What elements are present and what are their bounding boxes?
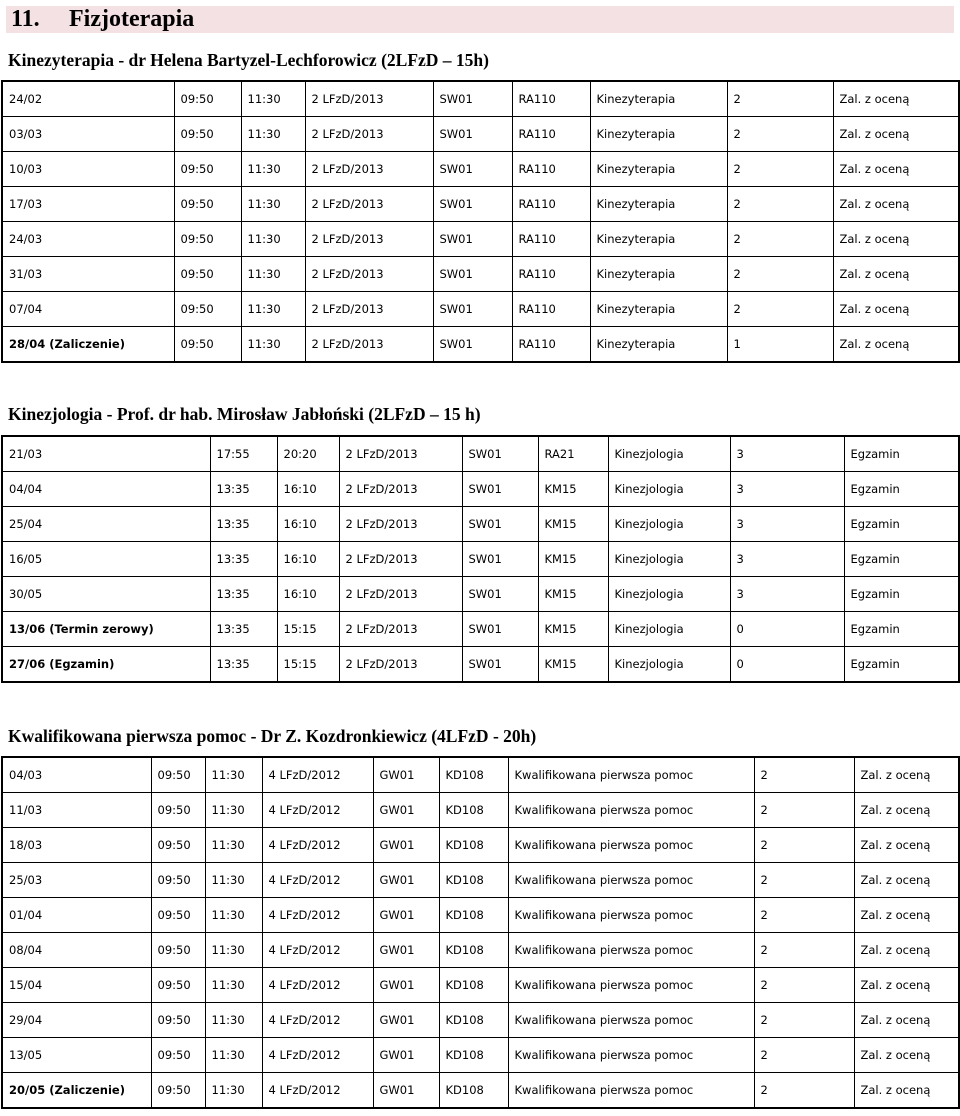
cell-room: KM15	[538, 612, 608, 647]
cell-end: 11:30	[205, 793, 262, 828]
cell-hours: 3	[730, 507, 844, 542]
cell-credit: Egzamin	[844, 647, 959, 683]
cell-form: SW01	[433, 152, 512, 187]
cell-end: 20:20	[277, 436, 339, 472]
cell-room: RA110	[512, 187, 590, 222]
cell-end: 11:30	[205, 1003, 262, 1038]
cell-group: 4 LFzD/2012	[262, 863, 373, 898]
cell-form: GW01	[373, 968, 439, 1003]
cell-credit: Zal. z oceną	[854, 863, 959, 898]
cell-form: GW01	[373, 898, 439, 933]
cell-hours: 2	[727, 257, 833, 292]
cell-credit: Zal. z oceną	[833, 292, 959, 327]
cell-hours: 2	[754, 828, 854, 863]
cell-subject: Kinezyterapia	[590, 222, 727, 257]
cell-room: RA110	[512, 327, 590, 363]
table-row	[2, 81, 959, 117]
cell-room: RA110	[512, 81, 590, 117]
cell-subject: Kwalifikowana pierwsza pomoc	[508, 898, 754, 933]
cell-subject: Kwalifikowana pierwsza pomoc	[508, 1073, 754, 1109]
cell-start: 09:50	[174, 292, 241, 327]
cell-date: 24/03	[2, 222, 174, 257]
cell-hours: 2	[727, 81, 833, 117]
cell-hours: 1	[727, 327, 833, 363]
cell-credit: Zal. z oceną	[833, 327, 959, 363]
cell-date: 11/03	[2, 793, 151, 828]
cell-group: 4 LFzD/2012	[262, 793, 373, 828]
cell-credit: Zal. z oceną	[854, 757, 959, 793]
cell-form: GW01	[373, 933, 439, 968]
cell-start: 09:50	[151, 863, 205, 898]
cell-credit: Zal. z oceną	[854, 793, 959, 828]
table-row	[2, 436, 959, 472]
cell-hours: 3	[730, 436, 844, 472]
cell-date: 30/05	[2, 577, 210, 612]
cell-group: 2 LFzD/2013	[305, 327, 433, 363]
cell-date: 01/04	[2, 898, 151, 933]
cell-room: KD108	[439, 968, 508, 1003]
cell-credit: Zal. z oceną	[833, 117, 959, 152]
cell-start: 09:50	[151, 1073, 205, 1109]
cell-hours: 2	[727, 187, 833, 222]
cell-date: 03/03	[2, 117, 174, 152]
cell-start: 09:50	[151, 968, 205, 1003]
cell-end: 11:30	[241, 292, 305, 327]
cell-subject: Kinezjologia	[608, 647, 730, 683]
table-row	[2, 793, 959, 828]
cell-form: SW01	[433, 327, 512, 363]
cell-date: 15/04	[2, 968, 151, 1003]
cell-subject: Kwalifikowana pierwsza pomoc	[508, 793, 754, 828]
cell-subject: Kinezyterapia	[590, 257, 727, 292]
cell-start: 17:55	[210, 436, 277, 472]
cell-date: 04/04	[2, 472, 210, 507]
table-row	[2, 1003, 959, 1038]
cell-date: 07/04	[2, 292, 174, 327]
cell-group: 4 LFzD/2012	[262, 968, 373, 1003]
cell-room: KD108	[439, 863, 508, 898]
cell-start: 09:50	[174, 222, 241, 257]
cell-date: 27/06 (Egzamin)	[2, 647, 210, 683]
cell-room: KD108	[439, 933, 508, 968]
cell-start: 09:50	[151, 1003, 205, 1038]
cell-group: 4 LFzD/2012	[262, 1003, 373, 1038]
cell-hours: 2	[754, 863, 854, 898]
table-row	[2, 507, 959, 542]
cell-hours: 2	[754, 898, 854, 933]
cell-date: 25/03	[2, 863, 151, 898]
table-row	[2, 863, 959, 898]
cell-start: 09:50	[174, 152, 241, 187]
cell-form: SW01	[462, 507, 538, 542]
cell-credit: Zal. z oceną	[854, 1038, 959, 1073]
cell-hours: 2	[754, 757, 854, 793]
cell-form: SW01	[433, 81, 512, 117]
cell-group: 2 LFzD/2013	[339, 577, 462, 612]
cell-date: 24/02	[2, 81, 174, 117]
schedule-table-pierwsza-pomoc	[1, 756, 960, 1109]
cell-group: 4 LFzD/2012	[262, 1038, 373, 1073]
cell-form: SW01	[462, 472, 538, 507]
table-row	[2, 327, 959, 363]
cell-hours: 3	[730, 542, 844, 577]
cell-end: 16:10	[277, 542, 339, 577]
cell-end: 11:30	[205, 933, 262, 968]
cell-end: 11:30	[241, 257, 305, 292]
cell-group: 2 LFzD/2013	[305, 222, 433, 257]
table-row	[2, 577, 959, 612]
table-row	[2, 152, 959, 187]
cell-start: 09:50	[174, 187, 241, 222]
cell-date: 21/03	[2, 436, 210, 472]
cell-credit: Zal. z oceną	[854, 1003, 959, 1038]
cell-end: 11:30	[205, 1038, 262, 1073]
cell-group: 2 LFzD/2013	[305, 117, 433, 152]
cell-room: RA110	[512, 152, 590, 187]
cell-subject: Kinezyterapia	[590, 81, 727, 117]
cell-subject: Kinezjologia	[608, 612, 730, 647]
cell-date: 08/04	[2, 933, 151, 968]
cell-room: RA110	[512, 292, 590, 327]
cell-form: SW01	[433, 292, 512, 327]
cell-start: 13:35	[210, 577, 277, 612]
table-row	[2, 828, 959, 863]
cell-start: 09:50	[151, 828, 205, 863]
cell-end: 16:10	[277, 577, 339, 612]
cell-group: 2 LFzD/2013	[339, 436, 462, 472]
cell-end: 11:30	[241, 327, 305, 363]
cell-credit: Egzamin	[844, 612, 959, 647]
cell-group: 2 LFzD/2013	[339, 542, 462, 577]
cell-hours: 2	[754, 793, 854, 828]
table-row	[2, 187, 959, 222]
cell-credit: Zal. z oceną	[833, 222, 959, 257]
cell-subject: Kwalifikowana pierwsza pomoc	[508, 863, 754, 898]
cell-subject: Kinezjologia	[608, 436, 730, 472]
cell-date: 04/03	[2, 757, 151, 793]
schedule-table-kinezyterapia	[1, 80, 960, 363]
chapter-number: 11.	[11, 6, 40, 32]
cell-subject: Kinezyterapia	[590, 327, 727, 363]
cell-credit: Egzamin	[844, 577, 959, 612]
cell-hours: 2	[727, 292, 833, 327]
cell-form: GW01	[373, 863, 439, 898]
cell-group: 2 LFzD/2013	[339, 647, 462, 683]
cell-hours: 2	[754, 933, 854, 968]
table-row	[2, 222, 959, 257]
table-row	[2, 933, 959, 968]
cell-credit: Zal. z oceną	[833, 152, 959, 187]
cell-end: 11:30	[205, 863, 262, 898]
cell-group: 2 LFzD/2013	[305, 257, 433, 292]
cell-form: SW01	[462, 436, 538, 472]
cell-date: 18/03	[2, 828, 151, 863]
table-row	[2, 472, 959, 507]
cell-date: 13/05	[2, 1038, 151, 1073]
cell-subject: Kwalifikowana pierwsza pomoc	[508, 933, 754, 968]
cell-form: SW01	[462, 612, 538, 647]
cell-group: 2 LFzD/2013	[305, 81, 433, 117]
cell-credit: Egzamin	[844, 542, 959, 577]
cell-room: KM15	[538, 542, 608, 577]
cell-end: 11:30	[241, 187, 305, 222]
cell-end: 15:15	[277, 647, 339, 683]
cell-start: 09:50	[151, 1038, 205, 1073]
cell-group: 2 LFzD/2013	[339, 472, 462, 507]
cell-end: 15:15	[277, 612, 339, 647]
cell-hours: 3	[730, 472, 844, 507]
cell-credit: Zal. z oceną	[833, 187, 959, 222]
cell-form: GW01	[373, 1073, 439, 1109]
cell-subject: Kwalifikowana pierwsza pomoc	[508, 828, 754, 863]
cell-end: 16:10	[277, 507, 339, 542]
table-row	[2, 542, 959, 577]
cell-form: SW01	[433, 222, 512, 257]
cell-form: SW01	[433, 117, 512, 152]
chapter-title: Fizjoterapia	[69, 6, 195, 32]
section-title-kinezyterapia: Kinezyterapia - dr Helena Bartyzel-Lechforowicz (2LFzD – 15h)	[8, 50, 489, 70]
cell-date: 20/05 (Zaliczenie)	[2, 1073, 151, 1109]
cell-subject: Kinezyterapia	[590, 117, 727, 152]
cell-hours: 2	[754, 968, 854, 1003]
chapter-heading	[6, 6, 954, 33]
cell-start: 09:50	[174, 81, 241, 117]
cell-subject: Kwalifikowana pierwsza pomoc	[508, 1038, 754, 1073]
table-row	[2, 968, 959, 1003]
cell-form: SW01	[433, 187, 512, 222]
cell-start: 13:35	[210, 542, 277, 577]
cell-credit: Zal. z oceną	[833, 257, 959, 292]
cell-room: KD108	[439, 828, 508, 863]
cell-room: KD108	[439, 1073, 508, 1109]
cell-form: SW01	[433, 257, 512, 292]
cell-group: 4 LFzD/2012	[262, 828, 373, 863]
cell-subject: Kinezjologia	[608, 542, 730, 577]
cell-group: 4 LFzD/2012	[262, 1073, 373, 1109]
cell-start: 13:35	[210, 507, 277, 542]
cell-end: 11:30	[205, 828, 262, 863]
table-row	[2, 612, 959, 647]
cell-form: GW01	[373, 1038, 439, 1073]
cell-group: 2 LFzD/2013	[305, 187, 433, 222]
cell-date: 31/03	[2, 257, 174, 292]
cell-credit: Zal. z oceną	[833, 81, 959, 117]
cell-form: GW01	[373, 1003, 439, 1038]
cell-room: KM15	[538, 647, 608, 683]
cell-date: 10/03	[2, 152, 174, 187]
cell-date: 13/06 (Termin zerowy)	[2, 612, 210, 647]
table-row	[2, 898, 959, 933]
cell-start: 13:35	[210, 647, 277, 683]
table-row	[2, 257, 959, 292]
cell-room: KD108	[439, 1003, 508, 1038]
table-row	[2, 757, 959, 793]
cell-end: 11:30	[241, 222, 305, 257]
cell-start: 13:35	[210, 472, 277, 507]
section-title-kinezjologia: Kinezjologia - Prof. dr hab. Mirosław Jabłoński (2LFzD – 15 h)	[8, 404, 481, 424]
cell-group: 2 LFzD/2013	[305, 292, 433, 327]
cell-form: GW01	[373, 757, 439, 793]
cell-room: KM15	[538, 472, 608, 507]
cell-hours: 2	[754, 1038, 854, 1073]
cell-group: 4 LFzD/2012	[262, 898, 373, 933]
cell-subject: Kwalifikowana pierwsza pomoc	[508, 968, 754, 1003]
cell-subject: Kwalifikowana pierwsza pomoc	[508, 1003, 754, 1038]
cell-start: 13:35	[210, 612, 277, 647]
cell-room: RA110	[512, 257, 590, 292]
cell-end: 16:10	[277, 472, 339, 507]
cell-hours: 2	[754, 1003, 854, 1038]
cell-credit: Zal. z oceną	[854, 933, 959, 968]
cell-group: 2 LFzD/2013	[339, 507, 462, 542]
cell-form: SW01	[462, 647, 538, 683]
cell-date: 25/04	[2, 507, 210, 542]
cell-room: RA110	[512, 117, 590, 152]
cell-subject: Kinezyterapia	[590, 187, 727, 222]
cell-end: 11:30	[241, 117, 305, 152]
cell-group: 2 LFzD/2013	[305, 152, 433, 187]
cell-start: 09:50	[151, 793, 205, 828]
cell-credit: Zal. z oceną	[854, 898, 959, 933]
cell-end: 11:30	[205, 757, 262, 793]
cell-start: 09:50	[174, 257, 241, 292]
cell-subject: Kinezyterapia	[590, 152, 727, 187]
cell-end: 11:30	[241, 81, 305, 117]
cell-start: 09:50	[174, 117, 241, 152]
cell-credit: Egzamin	[844, 507, 959, 542]
schedule-table-kinezjologia	[1, 435, 960, 683]
cell-hours: 2	[727, 152, 833, 187]
cell-hours: 2	[727, 222, 833, 257]
cell-hours: 2	[754, 1073, 854, 1109]
cell-credit: Zal. z oceną	[854, 1073, 959, 1109]
cell-form: SW01	[462, 577, 538, 612]
table-row	[2, 117, 959, 152]
cell-hours: 2	[727, 117, 833, 152]
cell-end: 11:30	[205, 1073, 262, 1109]
cell-date: 17/03	[2, 187, 174, 222]
cell-room: KD108	[439, 793, 508, 828]
cell-date: 16/05	[2, 542, 210, 577]
cell-group: 4 LFzD/2012	[262, 933, 373, 968]
cell-hours: 3	[730, 577, 844, 612]
cell-group: 2 LFzD/2013	[339, 612, 462, 647]
cell-subject: Kinezyterapia	[590, 292, 727, 327]
cell-start: 09:50	[151, 898, 205, 933]
cell-subject: Kwalifikowana pierwsza pomoc	[508, 757, 754, 793]
section-title-pierwsza-pomoc: Kwalifikowana pierwsza pomoc - Dr Z. Kozdronkiewicz (4LFzD - 20h)	[8, 726, 537, 746]
cell-room: KD108	[439, 898, 508, 933]
cell-date: 29/04	[2, 1003, 151, 1038]
cell-date: 28/04 (Zaliczenie)	[2, 327, 174, 363]
cell-room: KM15	[538, 577, 608, 612]
cell-room: RA110	[512, 222, 590, 257]
cell-form: GW01	[373, 828, 439, 863]
cell-subject: Kinezjologia	[608, 472, 730, 507]
cell-room: KD108	[439, 1038, 508, 1073]
cell-start: 09:50	[151, 757, 205, 793]
cell-start: 09:50	[174, 327, 241, 363]
cell-form: GW01	[373, 793, 439, 828]
cell-end: 11:30	[205, 898, 262, 933]
cell-room: KM15	[538, 507, 608, 542]
cell-credit: Egzamin	[844, 472, 959, 507]
cell-credit: Zal. z oceną	[854, 968, 959, 1003]
cell-credit: Zal. z oceną	[854, 828, 959, 863]
table-row	[2, 292, 959, 327]
cell-hours: 0	[730, 612, 844, 647]
table-row	[2, 647, 959, 683]
cell-subject: Kinezjologia	[608, 577, 730, 612]
cell-room: RA21	[538, 436, 608, 472]
table-row	[2, 1038, 959, 1073]
cell-form: SW01	[462, 542, 538, 577]
cell-end: 11:30	[241, 152, 305, 187]
cell-end: 11:30	[205, 968, 262, 1003]
cell-hours: 0	[730, 647, 844, 683]
cell-subject: Kinezjologia	[608, 507, 730, 542]
cell-start: 09:50	[151, 933, 205, 968]
table-row	[2, 1073, 959, 1109]
cell-room: KD108	[439, 757, 508, 793]
cell-group: 4 LFzD/2012	[262, 757, 373, 793]
cell-credit: Egzamin	[844, 436, 959, 472]
